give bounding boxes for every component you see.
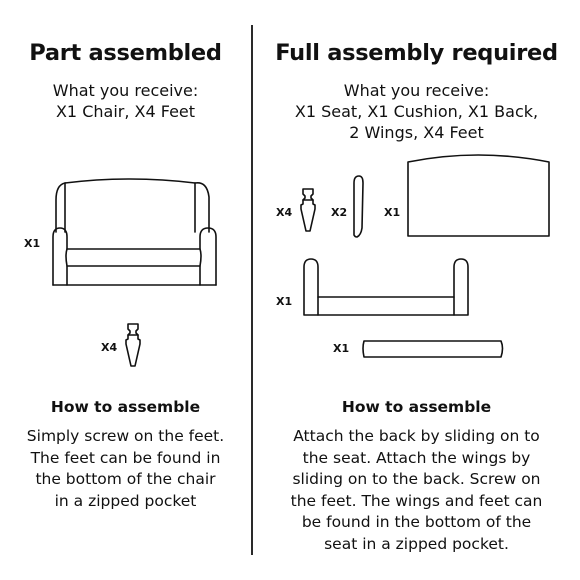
left-instructions: [0, 426, 251, 512]
wing-illustration: [349, 174, 365, 240]
instruction-line: the bottom of the chair: [35, 470, 216, 489]
assembled-chair-illustration: [50, 175, 220, 290]
feet-quantity: X4: [276, 206, 293, 219]
instruction-line: seat in a zipped pocket.: [324, 534, 509, 553]
instruction-line: in a zipped pocket: [54, 491, 197, 510]
chair-quantity: X1: [24, 237, 41, 250]
receive-heading: What you receive:: [343, 81, 490, 100]
right-instructions: [253, 426, 580, 556]
feet-quantity: X4: [101, 341, 118, 354]
cushion-quantity: X1: [333, 342, 350, 355]
receive-items-line1: X1 Seat, X1 Cushion, X1 Back,: [294, 102, 539, 121]
instruction-line: The feet can be found in: [30, 448, 221, 467]
full-assembly-receive: [253, 80, 580, 143]
instruction-line: be found in the bottom of the: [301, 513, 532, 532]
wing-quantity: X2: [331, 206, 348, 219]
instruction-line: Simply screw on the feet.: [26, 427, 225, 445]
full-assembly-column: [253, 0, 580, 580]
full-assembly-title: Full assembly required: [275, 40, 558, 66]
left-howto-title: How to assemble: [50, 398, 201, 416]
foot-icon: [124, 322, 142, 372]
instruction-line: the feet. The wings and feet can: [290, 491, 543, 510]
part-assembled-column: [0, 0, 251, 580]
part-assembled-title: Part assembled: [29, 40, 222, 66]
seat-quantity: X1: [276, 295, 293, 308]
receive-heading: What you receive:: [52, 81, 199, 100]
seat-illustration: [302, 257, 472, 319]
instruction-line: sliding on to the back. Screw on: [292, 470, 541, 489]
part-assembled-receive: [0, 80, 251, 122]
instruction-line: the seat. Attach the wings by: [302, 448, 531, 467]
receive-items-line2: 2 Wings, X4 Feet: [349, 123, 484, 142]
foot-icon: [299, 187, 317, 237]
back-illustration: [406, 152, 552, 240]
right-howto-title: How to assemble: [341, 398, 492, 416]
receive-items: X1 Chair, X4 Feet: [55, 102, 196, 121]
instruction-line: Attach the back by sliding on to: [293, 427, 540, 445]
cushion-illustration: [361, 335, 505, 361]
back-quantity: X1: [384, 206, 401, 219]
